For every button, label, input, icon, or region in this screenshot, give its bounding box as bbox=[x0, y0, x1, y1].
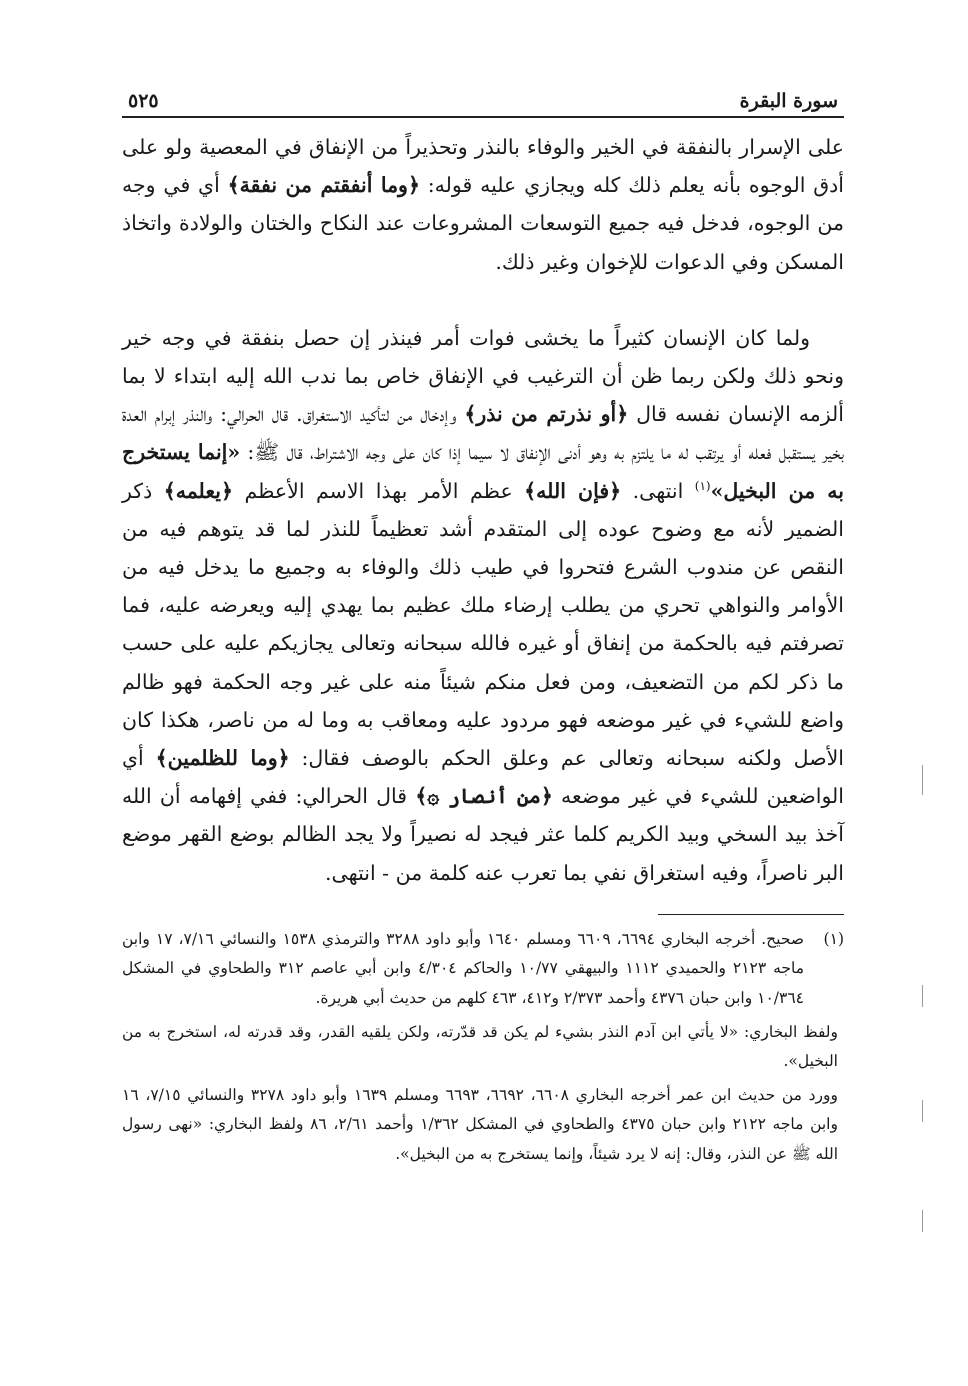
footnote-number: (١) bbox=[823, 929, 844, 948]
main-text bbox=[122, 128, 844, 892]
text-segment: أي الواضعين للشيء في غير موضعه bbox=[122, 746, 844, 809]
surah-title: سورة البقرة bbox=[739, 90, 838, 112]
quran-quote: «إنما يستخرج به من البخيل» bbox=[122, 440, 844, 503]
book-page bbox=[122, 78, 844, 1174]
text-segment: ولما كان الإنسان كثيراً ما يخشى فوات أمر فينذر إن حصل بنفقة في وجه خير ونحو ذلك ولكن ربما ظن أن الترغيب في الإنفاق خاص بما ندب الله إليه ابتداء لا بما ألزمه الإنسان نفسه قال bbox=[122, 325, 844, 427]
footnote-1 bbox=[122, 925, 844, 1014]
quran-quote: ﴿من أنصار ۞﴾ bbox=[415, 784, 553, 809]
text-segment: قال الحرالي: ففي إفهامه أن الله آخذ بيد السخي وبيد الكريم كلما عثر فيجد له نصيراً ولا يجد الظالم بوضع القهر موضع البر ناصراً، وفيه استغراق نفي بما تعرب عنه كلمة من - انتهى. bbox=[122, 784, 844, 885]
paragraph-2 bbox=[122, 319, 844, 892]
page-header bbox=[122, 78, 844, 118]
page-number: ٥٢٥ bbox=[128, 90, 159, 112]
quran-quote: ﴿وما للظلمين﴾ bbox=[155, 746, 290, 771]
text-segment: انتهى. bbox=[621, 478, 695, 503]
footnote-2: ولفظ البخاري: «لا يأتي ابن آدم النذر بشيء لم يكن قد قدّرته، ولكن يلقيه القدر، وقد قدرته له، استخرج به من البخيل». bbox=[122, 1022, 838, 1071]
footnote-reference: (١) bbox=[694, 478, 711, 493]
quran-quote: ﴿أو نذرتم من نذر﴾ bbox=[464, 402, 629, 427]
scan-mark bbox=[922, 1100, 923, 1122]
paragraph-1 bbox=[122, 128, 844, 281]
text-segment: وإدخال من لتأكيد الاستغراق. قال الحرالي: والنذر إبرام العدة بخير يستقبل فعله أو يرتقب له ما يلتزم به وهو أدنى الإنفاق لا سيما إذا كان على وجه الاشتراط، قال ﷺ: bbox=[122, 402, 844, 465]
text-segment: أي في وجه من الوجوه، فدخل فيه جميع التوسعات المشروعات عند النكاح والختان والولادة واتخاذ المسكن وفي الدعوات للإخوان وغير ذلك. bbox=[122, 173, 844, 274]
quran-quote: ﴿يعلمه﴾ bbox=[163, 478, 233, 503]
footnote-1-text: صحيح. أخرجه البخاري ٦٦٩٤، ٦٦٠٩ ومسلم ١٦٤٠ وأبو داود ٣٢٨٨ والترمذي ١٥٣٨ والنسائي ٧/١٦، ١٧ وابن ماجه ٢١٢٣ والحميدي ١١١٢ والبيهقي ١٠/٧٧ والحاكم ٤/٣٠٤ وابن أبي عاصم ٣١٢ والطحاوي في المشكل ١٠/٣٦٤ وابن حبان ٤٣٧٦ وأحمد ٢/٣٧٣ و٤١٢، ٤٦٣ كلهم من حديث أبي هريرة. bbox=[122, 929, 804, 1008]
text-segment: على الإسرار بالنفقة في الخير والوفاء بالنذر وتحذيراً من الإنفاق في المعصية ولو على أدق الوجوه بأنه يعلم ذلك كله ويجازي عليه قوله: bbox=[122, 135, 844, 198]
quran-quote: ﴿وما أنفقتم من نفقة﴾ bbox=[227, 173, 420, 198]
footnote-3: وورد من حديث ابن عمر أخرجه البخاري ٦٦٠٨، ٦٦٩٢، ٦٦٩٣ ومسلم ١٦٣٩ وأبو داود ٣٢٧٨ والنسائي ٧/١٥، ١٦ وابن ماجه ٢١٢٢ وابن حبان ٤٣٧٥ والطحاوي في المشكل ١/٣٦٢ وأحمد ٢/٦١، ٨٦ ولفظ البخاري: «نهى رسول الله ﷺ عن النذر، وقال: إنه لا يرد شيئاً، وإنما يستخرج به من البخيل». bbox=[122, 1085, 838, 1164]
text-segment: عظم الأمر بهذا الاسم الأعظم bbox=[232, 478, 525, 503]
quran-quote: ﴿فإن الله﴾ bbox=[524, 478, 622, 503]
footnote-divider bbox=[658, 914, 844, 915]
scan-mark bbox=[922, 1210, 923, 1232]
text-segment: ذكر الضمير لأنه مع وضوح عوده إلى المتقدم أشد تعظيماً للنذر لما قد يتوهم فيه من النقص عن مندوب الشرع فتحروا في طيب ذلك والوفاء به وجميع ما يدخل فيه من الأوامر والنواهي تحري من يطلب إرضاء ملك عظيم بما يهدي إليه ويعرضه عليه، فما تصرفتم فيه بالحكمة من إنفاق أو غيره فالله سبحانه وتعالى يجازيكم عليه على حسب ما ذكر لكم من التضعيف، ومن فعل منكم شيئاً منه على غير وجه الحكمة فهو ظالم واضع للشيء في غير موضعه فهو مردود عليه ومعاقب به وما له من ناصر، هكذا كان الأصل ولكنه سبحانه وتعالى عم وعلق الحكم بالوصف فقال: bbox=[122, 478, 844, 771]
scan-mark bbox=[922, 765, 923, 795]
footnotes bbox=[122, 925, 844, 1170]
scan-mark bbox=[922, 985, 923, 1007]
